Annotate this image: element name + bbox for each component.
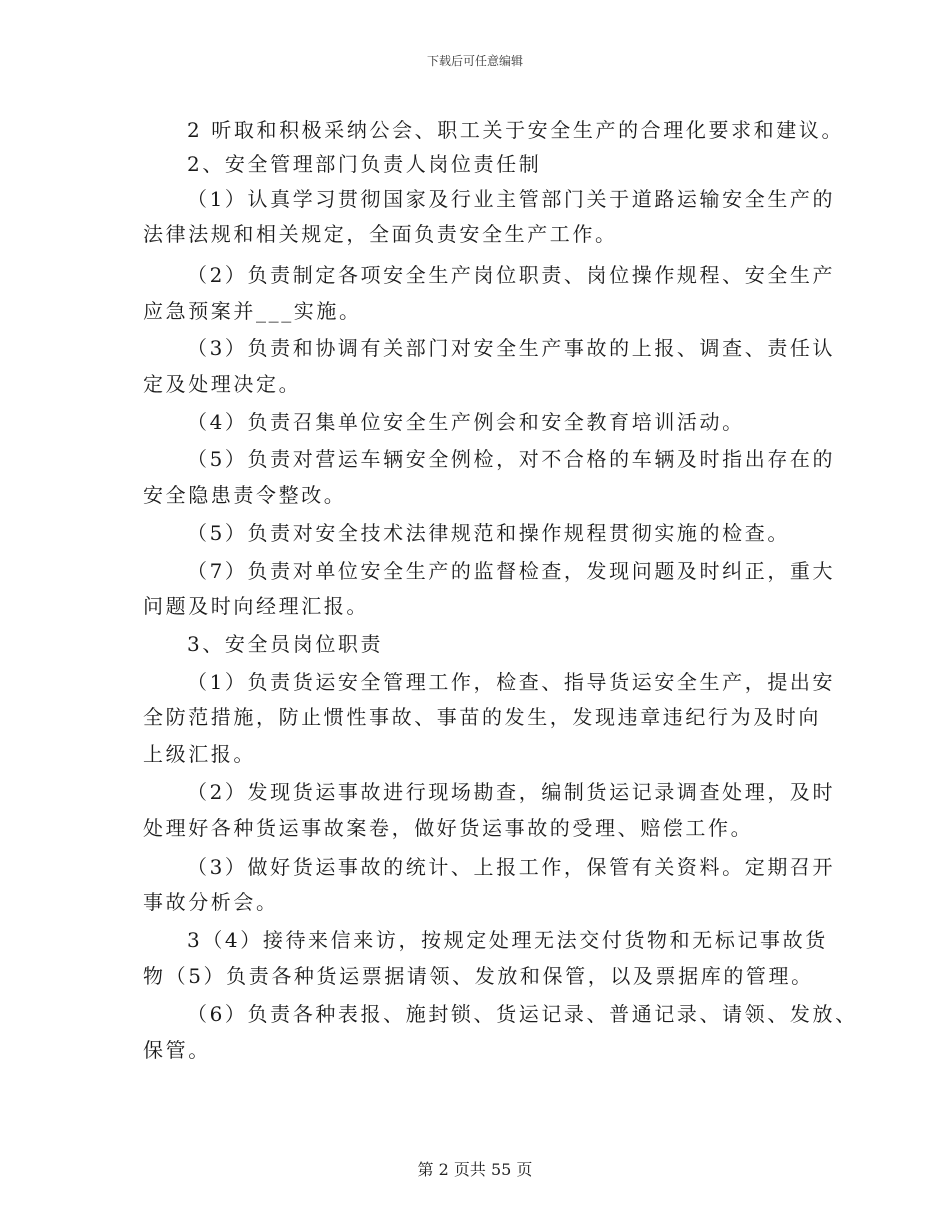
paragraph-line: （4）负责召集单位安全生产例会和安全教育培训活动。 xyxy=(187,410,745,434)
paragraph-line: （5）负责对安全技术法律规范和操作规程贯彻实施的检查。 xyxy=(187,521,790,545)
paragraph-line: （2）负责制定各项安全生产岗位职责、岗位操作规程、安全生产 xyxy=(187,263,836,287)
paragraph-line: 物（5）负责各种货运票据请领、发放和保管，以及票据库的管理。 xyxy=(143,964,814,988)
paragraph-line: （3）负责和协调有关部门对安全生产事故的上报、调查、责任认 xyxy=(187,336,836,360)
section-heading: 3、安全员岗位职责 xyxy=(187,632,384,656)
section-heading: 2、安全管理部门负责人岗位责任制 xyxy=(187,152,542,176)
paragraph-line: （7）负责对单位安全生产的监督检查，发现问题及时纠正，重大 xyxy=(187,559,836,583)
paragraph-line: （1）认真学习贯彻国家及行业主管部门关于道路运输安全生产的 xyxy=(187,187,836,211)
paragraph-line: 3（4）接待来信来访，按规定处理无法交付货物和无标记事故货 xyxy=(187,928,828,952)
paragraph-line: 事故分析会。 xyxy=(143,890,279,914)
paragraph-line: 定及处理决定。 xyxy=(143,372,302,396)
paragraph-line: 法律法规和相关规定，全面负责安全生产工作。 xyxy=(143,222,618,246)
paragraph-line: 全防范措施，防止惯性事故、事苗的发生，发现违章违纪行为及时向 xyxy=(143,705,821,729)
paragraph-line: 应急预案并___实施。 xyxy=(143,299,362,323)
paragraph-line: （6）负责各种表报、施封锁、货运记录、普通记录、请领、发放、 xyxy=(187,1002,858,1026)
paragraph-line: 保管。 xyxy=(143,1038,211,1062)
paragraph-line: （2）发现货运事故进行现场勘查，编制货运记录调查处理，及时 xyxy=(187,780,836,804)
paragraph-line: （5）负责对营运车辆安全例检，对不合格的车辆及时指出存在的 xyxy=(187,447,836,471)
page-header: 下载后可任意编辑 xyxy=(426,54,523,68)
paragraph-line: （1）负责货运安全管理工作，检查、指导货运安全生产，提出安 xyxy=(187,670,836,694)
paragraph-line: （3）做好货运事故的统计、上报工作，保管有关资料。定期召开 xyxy=(187,855,836,879)
paragraph-line: 问题及时向经理汇报。 xyxy=(143,594,369,618)
paragraph-line: 上级汇报。 xyxy=(143,742,256,766)
paragraph-line: 2 听取和积极采纳公会、职工关于安全生产的合理化要求和建议。 xyxy=(187,118,845,142)
paragraph-line: 安全隐患责令整改。 xyxy=(143,483,347,507)
paragraph-line: 处理好各种货运事故案卷，做好货运事故的受理、赔偿工作。 xyxy=(143,816,754,840)
page-footer: 第 2 页共 55 页 xyxy=(417,1160,533,1179)
